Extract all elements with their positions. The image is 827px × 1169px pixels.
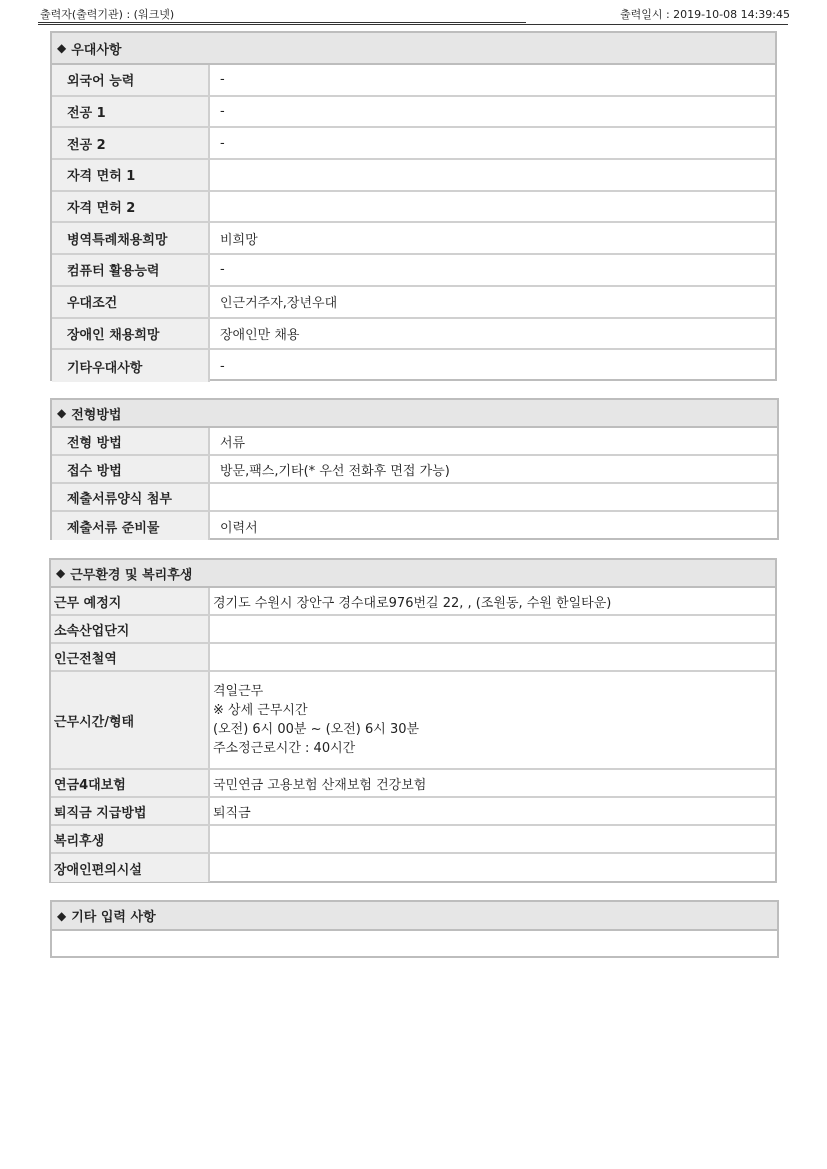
preference-title-bar xyxy=(52,33,775,65)
table-row xyxy=(52,223,775,255)
row-label: 외국어 능력 xyxy=(52,65,210,95)
row-value xyxy=(210,826,775,852)
table-row xyxy=(52,255,775,287)
row-label: 장애인 채용희망 xyxy=(52,319,210,349)
row-value: - xyxy=(220,104,225,120)
welfare-section xyxy=(49,558,777,883)
row-label: 기타우대사항 xyxy=(52,350,210,382)
diamond-icon: ◆ xyxy=(57,406,67,420)
table-row xyxy=(51,672,775,770)
row-label: 전공 1 xyxy=(52,97,210,127)
value-line: ※ 상세 근무시간 xyxy=(213,703,308,718)
row-label: 근무시간/형태 xyxy=(51,672,210,768)
row-value xyxy=(210,192,775,222)
row-value: 국민연금 고용보험 산재보험 건강보험 xyxy=(213,777,427,793)
other-section xyxy=(50,900,779,958)
row-value: 장애인만 채용 xyxy=(220,327,300,343)
row-value xyxy=(210,484,777,510)
table-row xyxy=(52,192,775,224)
row-label: 퇴직금 지급방법 xyxy=(51,798,210,824)
table-row xyxy=(52,484,777,512)
row-label: 자격 면허 2 xyxy=(52,192,210,222)
row-label: 장애인편의시설 xyxy=(51,854,210,882)
print-date: 출력일시 : 2019-10-08 14:39:45 xyxy=(619,8,790,21)
row-value xyxy=(210,854,775,882)
value-line: (오전) 6시 00분 ~ (오전) 6시 30분 xyxy=(213,722,420,737)
row-value xyxy=(210,644,775,670)
table-row xyxy=(51,770,775,798)
diamond-icon: ◆ xyxy=(56,566,66,580)
diamond-icon: ◆ xyxy=(57,908,67,923)
table-row xyxy=(52,428,777,456)
table-row xyxy=(51,616,775,644)
row-label: 제출서류양식 첨부 xyxy=(52,484,210,510)
table-row xyxy=(51,854,775,882)
row-label: 연금4대보험 xyxy=(51,770,210,796)
row-label: 병역특례채용희망 xyxy=(52,223,210,253)
row-label: 접수 방법 xyxy=(52,456,210,482)
diamond-icon: ◆ xyxy=(57,41,67,55)
row-label: 컴퓨터 활용능력 xyxy=(52,255,210,285)
table-row xyxy=(52,65,775,97)
table-row xyxy=(52,287,775,319)
row-label: 전형 방법 xyxy=(52,428,210,454)
row-label: 전공 2 xyxy=(52,128,210,158)
printer-info: 출력자(출력기관) : (워크넷) xyxy=(40,8,175,21)
table-row xyxy=(51,644,775,672)
row-value: 방문,팩스,기타(* 우선 전화후 면접 가능) xyxy=(220,463,450,479)
row-value xyxy=(210,616,775,642)
section-title: 전형방법 xyxy=(71,407,122,423)
selection-title-bar xyxy=(52,400,777,428)
row-label: 근무 예정지 xyxy=(51,588,210,614)
table-row xyxy=(52,350,775,382)
welfare-title-bar xyxy=(51,560,775,588)
row-value: 퇴직금 xyxy=(213,805,251,821)
row-label: 소속산업단지 xyxy=(51,616,210,642)
table-row xyxy=(51,588,775,616)
row-value xyxy=(210,672,775,768)
table-row xyxy=(52,160,775,192)
preference-section xyxy=(50,31,777,381)
other-value xyxy=(52,931,777,956)
selection-section xyxy=(50,398,779,540)
section-title: 근무환경 및 복리후생 xyxy=(70,567,193,583)
row-value: 경기도 수원시 장안구 경수대로976번길 22, , (조원동, 수원 한일타운) xyxy=(213,595,612,611)
row-value: - xyxy=(220,72,225,88)
table-row xyxy=(52,97,775,129)
row-label: 복리후생 xyxy=(51,826,210,852)
value-line: 주소정근로시간 : 40시간 xyxy=(213,741,356,756)
value-line: 격일근무 xyxy=(213,684,264,699)
row-label: 인근전철역 xyxy=(51,644,210,670)
row-value: - xyxy=(220,135,225,151)
row-value: 비희망 xyxy=(220,232,258,248)
table-row xyxy=(52,456,777,484)
section-title: 우대사항 xyxy=(71,42,122,58)
row-label: 우대조건 xyxy=(52,287,210,317)
table-row xyxy=(51,798,775,826)
other-title-bar xyxy=(52,902,777,931)
row-value xyxy=(210,160,775,190)
row-value: 인근거주자,장년우대 xyxy=(220,296,338,312)
row-value: - xyxy=(220,358,225,374)
header-divider xyxy=(38,22,526,23)
table-row xyxy=(51,826,775,854)
header-underline xyxy=(38,24,788,25)
section-title: 기타 입력 사항 xyxy=(71,910,156,925)
row-value: 이력서 xyxy=(220,520,258,536)
row-value: 서류 xyxy=(220,435,246,451)
row-label: 제출서류 준비물 xyxy=(52,512,210,540)
row-value: - xyxy=(220,262,225,278)
table-row xyxy=(52,512,777,540)
row-label: 자격 면허 1 xyxy=(52,160,210,190)
table-row xyxy=(52,319,775,351)
table-row xyxy=(52,128,775,160)
